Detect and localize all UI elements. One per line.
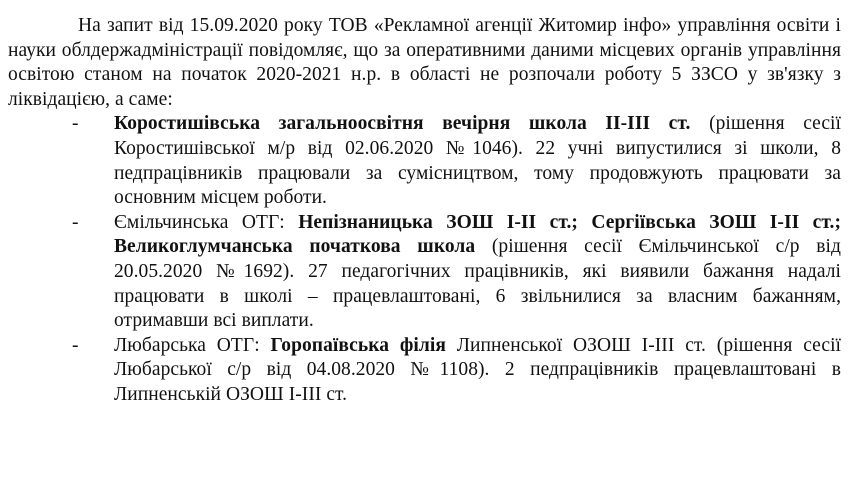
list-item [8,334,841,408]
list-bullet: - [72,211,79,233]
school-name: Горопаївська філія [270,334,446,356]
list-item-text [114,334,841,408]
item-details: Липненської ОЗОШ І-ІІІ ст. (рішення сесії Любарської с/р від 04.08.2020 №1108). 2 педпрацівників працевлаштовані в Липненській ОЗОШ І-ІІІ ст. [114,334,842,405]
closed-schools-list [8,112,841,407]
list-bullet: - [72,334,79,356]
item-details: (рішення сесії Ємільчинської с/р від 20.05.2020 №1692). 27 педагогічних працівників, які виявили бажання надалі працювати в школі – працевлаштовані, 6 звільнилися за власним бажанням, отримавши всі виплати. [114,236,841,332]
list-item-text [114,112,841,210]
list-item [8,112,841,210]
school-name: Коростишівська загальноосвітня вечірня школа ІІ-ІІІ ст. [114,113,691,135]
item-prefix: Любарська ОТГ: [114,334,271,356]
list-bullet: - [72,113,79,135]
intro-paragraph: На запит від 15.09.2020 року ТОВ «Рекламної агенції Житомир інфо» управління освіти і науки облдержадміністрації повідомляє, що за оперативними даними місцевих органів управління освітою станом на початок 2020-2021 н.р. в області не розпочали роботу 5 ЗЗСО у зв'язку з ліквідацією, а саме: [8,15,841,110]
item-prefix: Ємільчинська ОТГ: [114,211,299,233]
document-text [8,14,841,408]
list-item [8,211,841,334]
item-details: (рішення сесії Коростишівської м/р від 02.06.2020 №1046). 22 учні випустилися зі школи, 8 педпрацівників працювали за сумісництвом, тому продовжують працювати за основним місцем роботи. [114,113,841,209]
school-name: Непізнаницька ЗОШ І-ІІ ст.; Сергіївська ЗОШ І-ІІ ст.; Великоглумчанська початкова школа [114,211,841,258]
list-item-text [114,211,841,334]
